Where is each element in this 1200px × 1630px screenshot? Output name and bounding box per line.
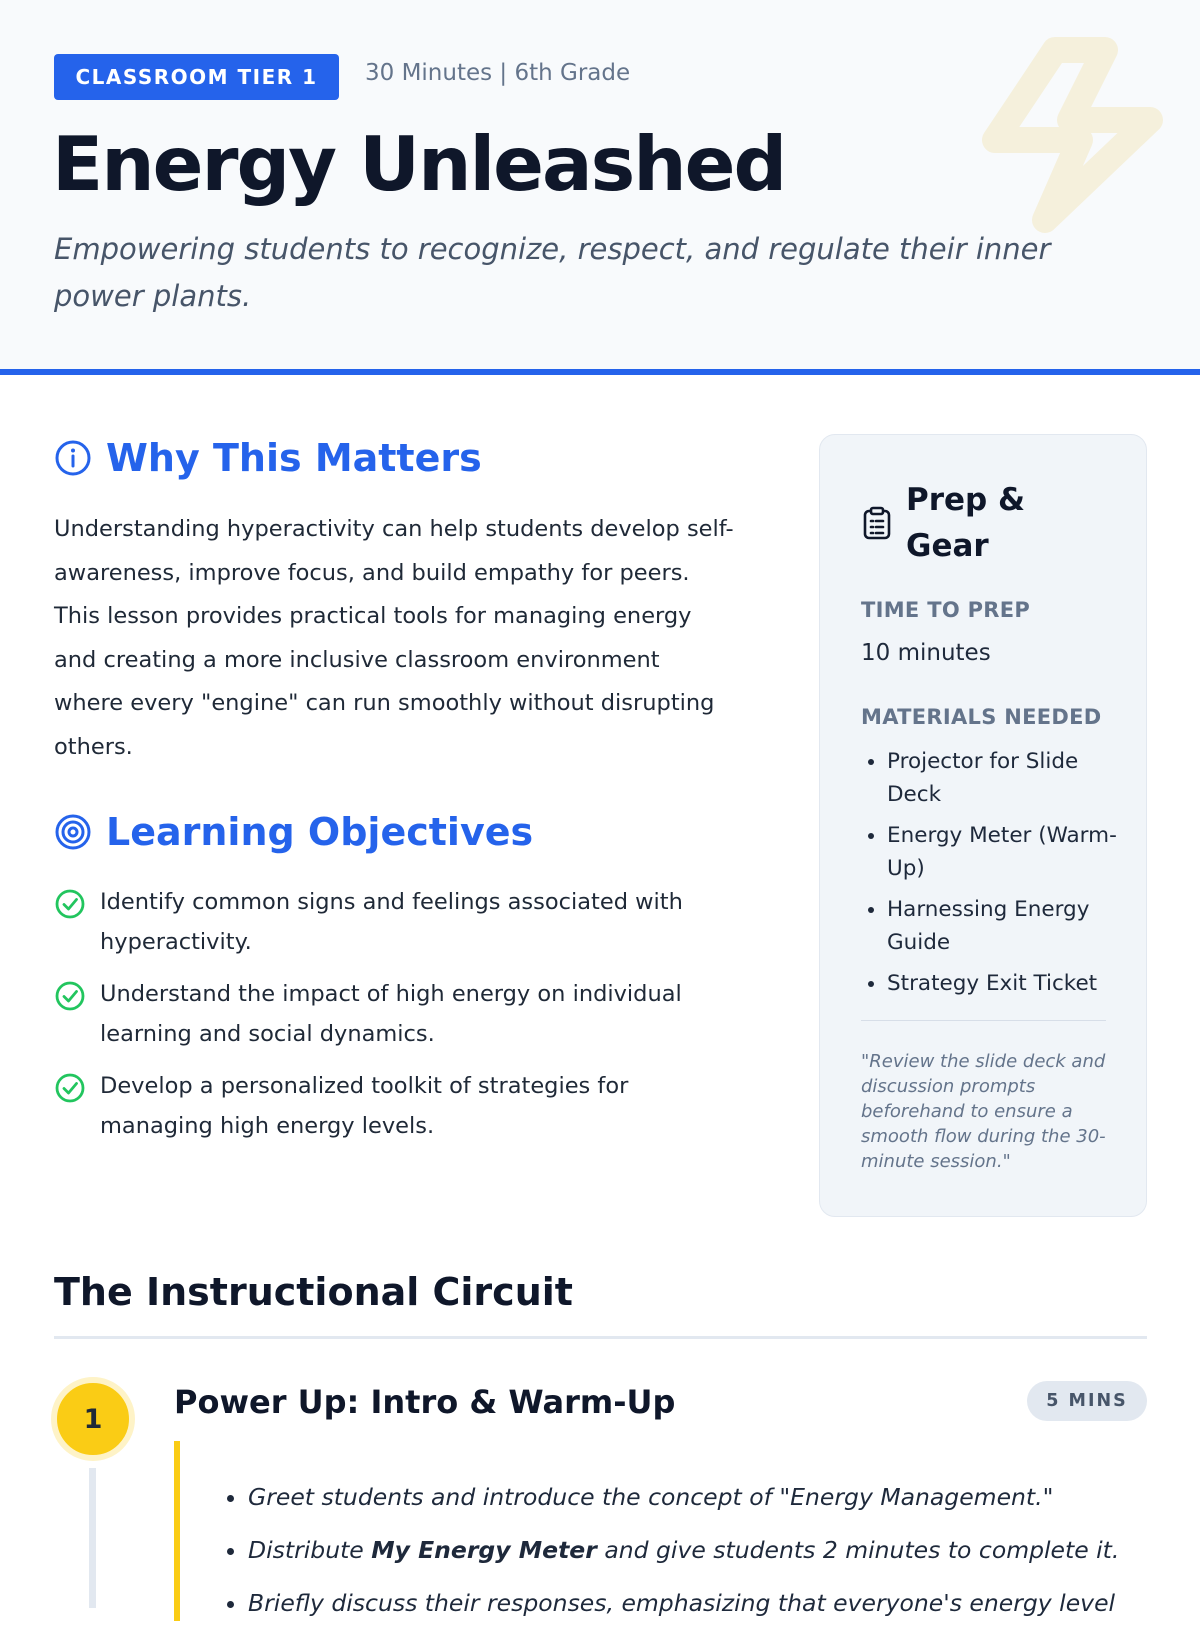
step-connector-line bbox=[89, 1468, 96, 1608]
materials-list bbox=[887, 745, 1127, 1008]
prep-divider bbox=[861, 1020, 1106, 1021]
objective-item bbox=[54, 882, 744, 962]
step-activity-item: • Greet students and introduce the concept of "Energy Management." bbox=[248, 1471, 1138, 1524]
page-subtitle: Empowering students to recognize, respect, and regulate their inner power plants. bbox=[54, 232, 1051, 313]
objective-item bbox=[54, 1066, 744, 1146]
objective-item bbox=[54, 974, 744, 1054]
circuit-divider bbox=[54, 1336, 1147, 1339]
why-heading-row bbox=[54, 436, 482, 480]
prep-materials-label: MATERIALS NEEDED bbox=[861, 705, 1102, 729]
step-number-badge: 1 bbox=[51, 1377, 135, 1461]
lesson-header bbox=[0, 0, 1200, 375]
target-icon bbox=[54, 813, 92, 851]
prep-time-label: TIME TO PREP bbox=[861, 598, 1031, 622]
lesson-meta: 30 Minutes | 6th Grade bbox=[365, 60, 631, 86]
prep-time-value: 10 minutes bbox=[861, 640, 991, 666]
lightning-bolt-icon bbox=[975, 30, 1175, 240]
check-circle-icon bbox=[54, 1072, 86, 1104]
step-body bbox=[174, 1441, 1149, 1621]
prep-heading-row bbox=[862, 477, 1056, 569]
prep-title: Prep & Gear bbox=[906, 482, 1026, 564]
objectives-list bbox=[54, 882, 744, 1158]
page-title: Energy Unleashed bbox=[52, 120, 786, 208]
circuit-heading: The Instructional Circuit bbox=[54, 1270, 573, 1314]
objective-text: Understand the impact of high energy on individual learning and social dynamics. bbox=[100, 981, 682, 1047]
objectives-heading: Learning Objectives bbox=[106, 810, 534, 854]
step-duration-badge: 5 MINS bbox=[1027, 1381, 1147, 1421]
tier-badge: CLASSROOM TIER 1 bbox=[54, 54, 339, 100]
objectives-heading-row bbox=[54, 810, 533, 854]
material-item: • Energy Meter (Warm-Up) bbox=[887, 819, 1127, 885]
prep-note-quote: "Review the slide deck and discussion prompts beforehand to ensure a smooth flow during the 30-minute session." bbox=[861, 1051, 1106, 1172]
why-heading: Why This Matters bbox=[106, 436, 482, 480]
check-circle-icon bbox=[54, 888, 86, 920]
material-item: • Projector for Slide Deck bbox=[887, 745, 1127, 811]
material-item: • Strategy Exit Ticket bbox=[887, 967, 1127, 1000]
clipboard-list-icon bbox=[862, 506, 892, 540]
objective-text: Identify common signs and feelings associated with hyperactivity. bbox=[100, 889, 683, 955]
check-circle-icon bbox=[54, 980, 86, 1012]
step-activity-list bbox=[248, 1471, 1138, 1630]
why-body: Understanding hyperactivity can help students develop self-awareness, improve focus, and build empathy for peers. This lesson provides practical tools for managing energy and creating a more inclusive classroom environment where every "engine" can run smoothly without disrupting others. bbox=[54, 516, 734, 760]
material-item: • Harnessing Energy Guide bbox=[887, 893, 1127, 959]
objective-text: Develop a personalized toolkit of strategies for managing high energy levels. bbox=[100, 1073, 629, 1139]
step-activity-item: • Distribute My Energy Meter and give students 2 minutes to complete it. bbox=[248, 1524, 1138, 1577]
info-circle-icon bbox=[54, 439, 92, 477]
step-title: Power Up: Intro & Warm-Up bbox=[174, 1383, 676, 1421]
step-activity-item: • Briefly discuss their responses, emphasizing that everyone's energy level bbox=[248, 1577, 1138, 1630]
